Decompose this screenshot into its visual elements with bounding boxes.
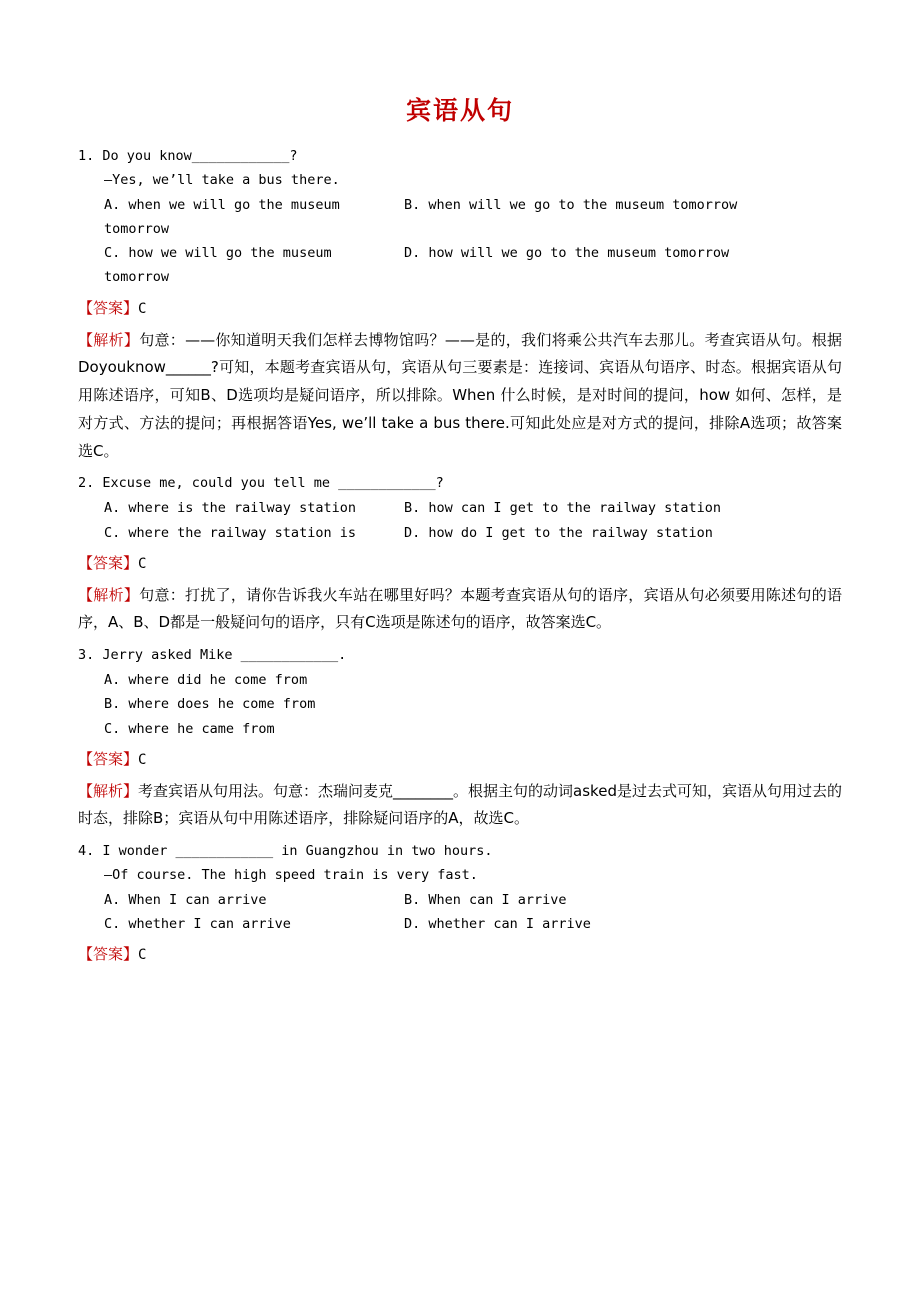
option-row [104, 241, 842, 290]
option-c: C. where the railway station is [104, 524, 356, 541]
answer-tag: 【答案】 [78, 945, 139, 964]
analysis-block [78, 778, 842, 834]
option-d: D. how do I get to the railway station [404, 524, 713, 541]
option-row [104, 668, 842, 692]
question-text: Jerry asked Mike ____________. [102, 647, 347, 664]
option-c: C. how we will go the museum tomorrow [104, 245, 332, 286]
answer-line [78, 942, 842, 968]
option-row [104, 912, 842, 936]
analysis-block [78, 582, 842, 638]
option-c: C. where he came from [104, 720, 275, 737]
analysis-text: 句意：——你知道明天我们怎样去博物馆吗？——是的，我们将乘公共汽车去那儿。考查宾语从句。根据Doyouknow______?可知，本题考查宾语从句，宾语从句三要素是：连接词、宾语从句语序、时态。根据宾语从句用陈述语序，可知B、D选项均是疑问语序，所以排除。When 什么时候，是对时间的提问，how 如何、怎样，是对方式、方法的提问；再根据答语Yes, we’ll take a bus there.可知此处应是对方式的提问，排除A选项；故答案选C。 [78, 330, 842, 460]
question-block [78, 473, 842, 637]
question-stem [78, 473, 842, 494]
question-stem [78, 146, 842, 167]
page-title: 宾语从句 [405, 96, 514, 125]
question-text: Do you know____________? [102, 148, 298, 164]
answer-line [78, 747, 842, 773]
question-text: I wonder ____________ in Guangzhou in two hours. [102, 843, 493, 860]
question-block [78, 841, 842, 968]
answer-tag: 【答案】 [78, 749, 139, 768]
document-body [78, 96, 842, 968]
option-b: B. When can I arrive [404, 891, 567, 908]
question-dialogue: —Yes, we’ll take a bus there. [104, 171, 340, 188]
analysis-text: 句意：打扰了，请你告诉我火车站在哪里好吗？本题考查宾语从句的语序，宾语从句必须要用陈述句的语序，A、B、D都是一般疑问句的语序，只有C选项是陈述句的语序，故答案选C。 [78, 585, 842, 632]
option-row [104, 193, 842, 242]
question-number: 1. [78, 148, 95, 164]
answer-value: C [138, 300, 147, 317]
question-number: 2. [78, 475, 95, 492]
question-text: Excuse me, could you tell me ____________? [102, 475, 444, 492]
option-d: D. how will we go to the museum tomorrow [404, 245, 730, 262]
answer-tag: 【答案】 [78, 553, 139, 572]
option-a: A. where is the railway station [104, 500, 356, 517]
option-b: B. when will we go to the museum tomorrow [404, 196, 738, 213]
question-stem [78, 841, 842, 862]
answer-value: C [138, 555, 147, 572]
option-row [104, 521, 842, 545]
question-number: 3. [78, 647, 95, 664]
option-row [104, 717, 842, 741]
option-b: B. where does he come from [104, 696, 316, 713]
question-block [78, 645, 842, 833]
analysis-tag: 【解析】 [78, 585, 140, 604]
option-d: D. whether can I arrive [404, 916, 591, 933]
option-c: C. whether I can arrive [104, 916, 291, 933]
option-row [104, 496, 842, 520]
option-a: A. when we will go the museum tomorrow [104, 196, 340, 237]
answer-value: C [138, 947, 147, 964]
answer-value: C [138, 751, 147, 768]
question-number: 4. [78, 843, 95, 860]
question-stem [78, 645, 842, 666]
answer-line [78, 296, 842, 322]
analysis-tag: 【解析】 [78, 330, 140, 349]
question-block [78, 146, 842, 465]
answer-tag: 【答案】 [78, 298, 139, 317]
analysis-text: 考查宾语从句用法。句意：杰瑞问麦克________。根据主句的动词asked是过去式可知，宾语从句用过去的时态，排除B；宾语从句中用陈述语序，排除疑问语序的A，故选C。 [78, 781, 842, 828]
option-a: A. When I can arrive [104, 891, 267, 908]
analysis-block [78, 327, 842, 466]
option-row [104, 692, 842, 716]
question-dialogue: —Of course. The high speed train is very fast. [104, 867, 478, 884]
option-b: B. how can I get to the railway station [404, 500, 721, 517]
analysis-tag: 【解析】 [78, 781, 139, 800]
option-row [104, 888, 842, 912]
option-a: A. where did he come from [104, 672, 308, 689]
answer-line [78, 551, 842, 577]
